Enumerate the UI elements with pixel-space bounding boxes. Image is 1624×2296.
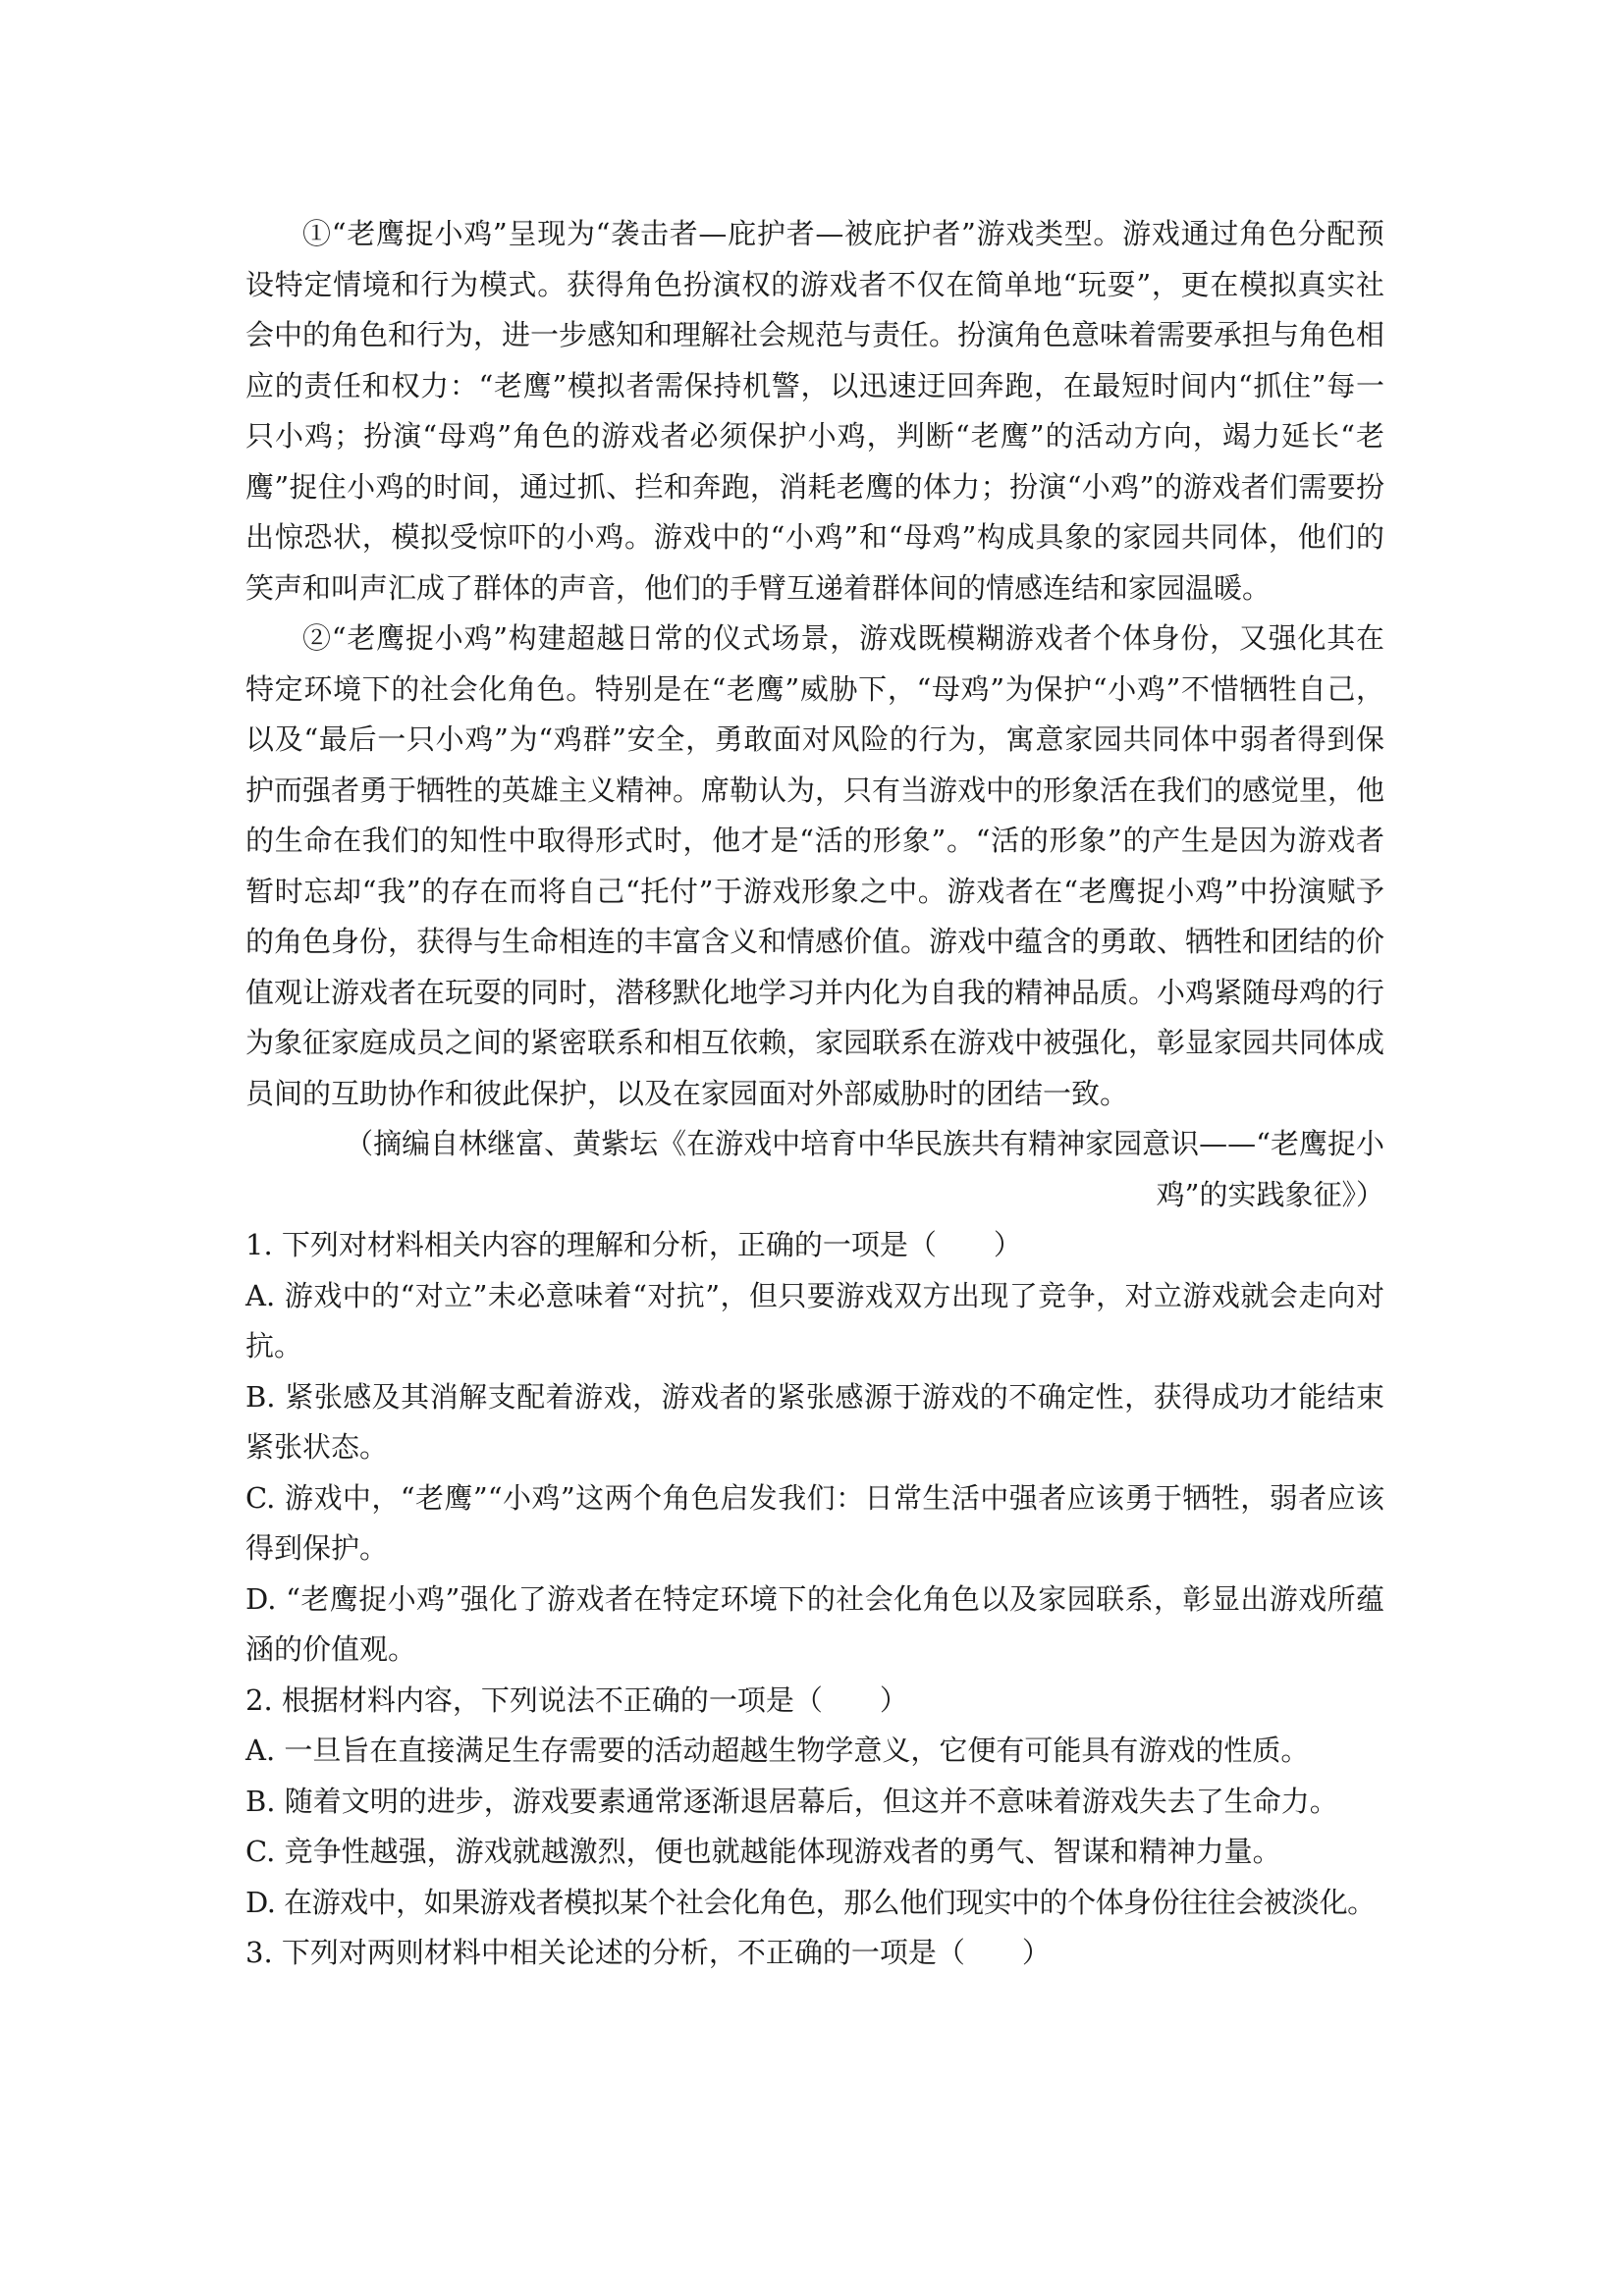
question-3 (245, 1928, 1384, 1979)
question-1 (245, 1220, 1384, 1676)
question-2-option-b: B. 随着文明的进步，游戏要素通常逐渐退居幕后，但这并不意味着游戏失去了生命力。 (245, 1784, 1338, 1818)
document-page (245, 209, 1384, 1979)
question-1-option-b: B. 紧张感及其消解支配着游戏，游戏者的紧张感源于游戏的不确定性，获得成功才能结束紧张状态。 (245, 1379, 1384, 1464)
passage-paragraph-1: ①“老鹰捉小鸡”呈现为“袭击者—庇护者—被庇护者”游戏类型。游戏通过角色分配预设特定情境和行为模式。获得角色扮演权的游戏者不仅在简单地“玩耍”，更在模拟真实社会中的角色和行为，进一步感知和理解社会规范与责任。扮演角色意味着需要承担与角色相应的责任和权力：“老鹰”模拟者需保持机警，以迅速迂回奔跑，在最短时间内“抓住”每一只小鸡；扮演“母鸡”角色的游戏者必须保护小鸡，判断“老鹰”的活动方向，竭力延长“老鹰”捉住小鸡的时间，通过抓、拦和奔跑，消耗老鹰的体力；扮演“小鸡”的游戏者们需要扮出惊恐状，模拟受惊吓的小鸡。游戏中的“小鸡”和“母鸡”构成具象的家园共同体，他们的笑声和叫声汇成了群体的声音，他们的手臂互递着群体间的情感连结和家园温暖。 (245, 217, 1385, 605)
question-1-option-a: A. 游戏中的“对立”未必意味着“对抗”，但只要游戏双方出现了竞争，对立游戏就会走向对抗。 (245, 1278, 1384, 1362)
question-2 (245, 1676, 1384, 1929)
question-2-option-d: D. 在游戏中，如果游戏者模拟某个社会化角色，那么他们现实中的个体身份往往会被淡化。 (245, 1885, 1376, 1919)
question-1-option-c: C. 游戏中，“老鹰”“小鸡”这两个角色启发我们：日常生活中强者应该勇于牺牲，弱者应该得到保护。 (245, 1480, 1384, 1565)
passage-paragraph-2: ②“老鹰捉小鸡”构建超越日常的仪式场景，游戏既模糊游戏者个体身份，又强化其在特定环境下的社会化角色。特别是在“老鹰”威胁下，“母鸡”为保护“小鸡”不惜牺牲自己，以及“最后一只小鸡”为“鸡群”安全，勇敢面对风险的行为，寓意家园共同体中弱者得到保护而强者勇于牺牲的英雄主义精神。席勒认为，只有当游戏中的形象活在我们的感觉里，他的生命在我们的知性中取得形式时，他才是“活的形象”。“活的形象”的产生是因为游戏者暂时忘却“我”的存在而将自己“托付”于游戏形象之中。游戏者在“老鹰捉小鸡”中扮演赋予的角色身份，获得与生命相连的丰富含义和情感价值。游戏中蕴含的勇敢、牺牲和团结的价值观让游戏者在玩耍的同时，潜移默化地学习并内化为自我的精神品质。小鸡紧随母鸡的行为象征家庭成员之间的紧密联系和相互依赖，家园联系在游戏中被强化，彰显家园共同体成员间的互助协作和彼此保护，以及在家园面对外部威胁时的团结一致。 (245, 621, 1385, 1110)
question-3-stem: 3. 下列对两则材料中相关论述的分析，不正确的一项是（ ） (245, 1936, 1051, 1969)
question-1-stem: 1. 下列对材料相关内容的理解和分析，正确的一项是（ ） (245, 1228, 1022, 1261)
passage-source: （摘编自林继富、黄紫坛《在游戏中培育中华民族共有精神家园意识——“老鹰捉小鸡”的实践象征》） (345, 1127, 1384, 1211)
question-1-option-d: D. “老鹰捉小鸡”强化了游戏者在特定环境下的社会化角色以及家园联系，彰显出游戏所蕴涵的价值观。 (245, 1581, 1384, 1666)
question-2-option-c: C. 竞争性越强，游戏就越激烈，便也就越能体现游戏者的勇气、智谋和精神力量。 (245, 1835, 1281, 1868)
question-2-option-a: A. 一旦旨在直接满足生存需要的活动超越生物学意义，它便有可能具有游戏的性质。 (245, 1734, 1310, 1767)
question-2-stem: 2. 根据材料内容，下列说法不正确的一项是（ ） (245, 1682, 908, 1717)
